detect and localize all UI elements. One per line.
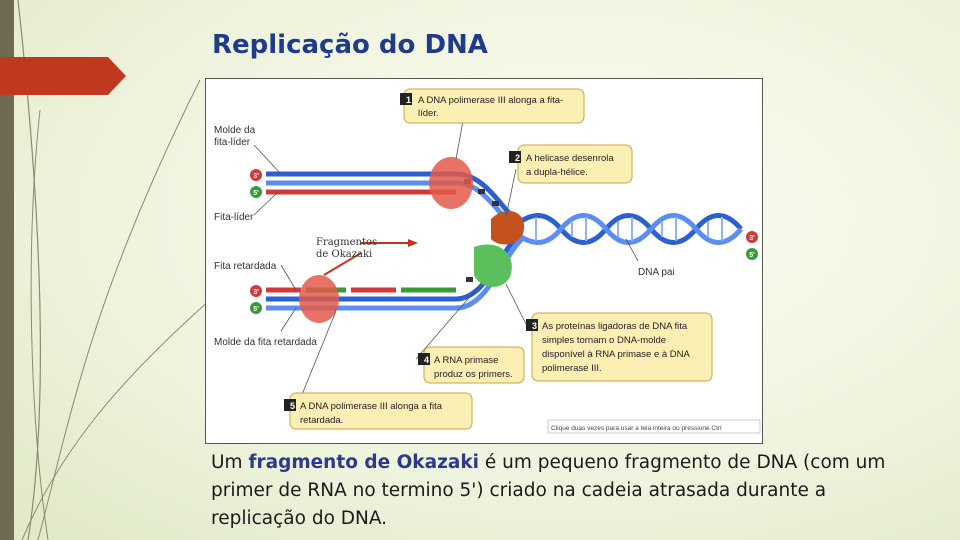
step-5-line-1: A DNA polimerase III alonga a fita [300, 401, 443, 412]
step-2-line-1: A helicase desenrola [526, 153, 614, 164]
caption-after: é um pequeno fragmento de DNA (com um primer de RNA no termino 5') criado na cadeia atrasada durante a replicação do DNA. [211, 452, 886, 529]
parent-dna-helix [511, 216, 741, 243]
callout-step-2 [509, 145, 632, 183]
label-molde-retardada: Molde da fita retardada [214, 337, 317, 348]
step-3-line-1: As proteínas ligadoras de DNA fita [542, 321, 688, 332]
label-fita-retardada: Fita retardada [214, 261, 277, 272]
end-label-5-right: 5' [749, 252, 755, 259]
dna-polymerase-leading [429, 157, 473, 209]
step-5-number: 5 [290, 401, 296, 411]
callout-step-4 [418, 347, 524, 383]
step-3-line-3: disponível à RNA primase e à DNA [542, 349, 690, 360]
step-2-number: 2 [515, 153, 521, 163]
end-label-5-top: 5' [253, 190, 259, 197]
caption-highlight: fragmento de Okazaki [248, 452, 479, 473]
step-4-line-1: A RNA primase [434, 355, 499, 366]
label-fragmentos-1: Fragmentos [316, 237, 378, 248]
title-arrow-shape [0, 57, 126, 95]
step-5-line-2: retardada. [300, 415, 344, 426]
step-4-line-2: produz os primers. [434, 369, 513, 380]
leading-strand [266, 174, 521, 231]
step-1-number: 1 [406, 95, 412, 105]
step-3-number: 3 [532, 321, 538, 331]
replication-diagram [206, 79, 762, 443]
step-3-line-2: simples tornam o DNA-molde [542, 335, 667, 346]
slide-title: Replicação do DNA [212, 30, 488, 60]
end-label-5-bottom: 5' [253, 306, 259, 313]
footer-note: Clique duas vezes para usar a tela inteira ou pressione Ctrl [551, 425, 722, 432]
callout-step-5 [284, 393, 472, 429]
step-3-line-4: polimerase III. [542, 363, 602, 374]
label-molde-lider-1: Molde da [214, 125, 256, 136]
caption-before: Um [211, 452, 249, 473]
caption-text [211, 449, 891, 533]
label-molde-lider-2: fita-líder [214, 137, 251, 148]
dna-replication-figure [205, 78, 763, 444]
label-fita-lider: Fita-líder [214, 212, 254, 223]
end-label-3-top: 3' [253, 173, 259, 180]
end-label-3-bottom: 3' [253, 289, 259, 296]
label-fragmentos-2: de Okazaki [316, 249, 373, 260]
okazaki-arrowhead-right [408, 239, 418, 247]
step-1-line-2: líder. [418, 108, 439, 119]
callout-step-1 [400, 89, 584, 123]
end-label-3-right: 3' [749, 235, 755, 242]
dna-polymerase-lagging [299, 275, 339, 323]
label-dna-pai: DNA pai [638, 267, 675, 278]
step-2-line-2: a dupla-hélice. [526, 167, 588, 178]
callout-step-3 [526, 313, 712, 381]
step-4-number: 4 [424, 355, 430, 365]
step-1-line-1: A DNA polimerase III alonga a fita- [418, 95, 564, 106]
